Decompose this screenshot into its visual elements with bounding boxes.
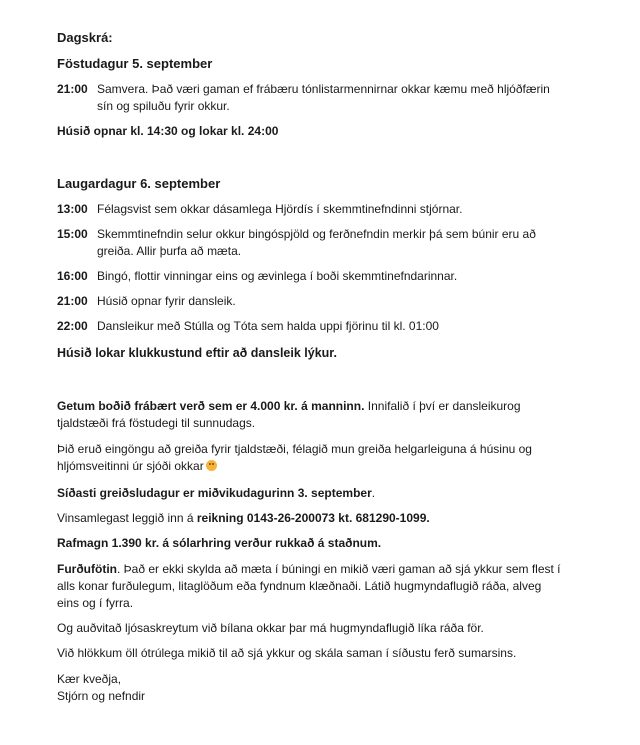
- agenda-row: [57, 81, 557, 115]
- agenda-text: Félagsvist sem okkar dásamlega Hjördís í skemmtinefndinni stjórnar.: [97, 202, 463, 216]
- agenda-text: Bingó, flottir vinningar eins og ævinlega í boði skemmtinefndarinnar.: [97, 269, 458, 283]
- electricity-paragraph: Rafmagn 1.390 kr. á sólarhring verður rukkað á staðnum.: [57, 536, 382, 550]
- agenda-row: [57, 318, 557, 335]
- saturday-closing: Húsið lokar klukkustund eftir að dansleik lýkur.: [57, 346, 337, 360]
- costumes-paragraph: Furðufötin. Það er ekki skylda að mæta í búningi en mikið væri gaman að sjá ykkur sem flest í alls konar furðulegum, litaglöðum eða fyndnum klæðnaði. Látið hugmyndaflugið ráða, alveg eins og í fyrra.: [57, 562, 561, 610]
- signoff-signature: Stjórn og nefndir: [57, 689, 146, 703]
- agenda-time: 21:00: [57, 82, 88, 96]
- agenda-time: 22:00: [57, 319, 88, 333]
- agenda-text: Dansleikur með Stúlla og Tóta sem halda uppi fjörinu til kl. 01:00: [97, 319, 439, 333]
- agenda-time: 13:00: [57, 202, 88, 216]
- offer-paragraph: Getum boðið frábært verð sem er 4.000 kr. á manninn. Innifalið í því er dansleikurog tjaldstæði frá föstudegi til sunnudags.: [57, 399, 521, 430]
- saturday-heading: Laugardagur 6. september: [57, 176, 221, 191]
- agenda-time: 16:00: [57, 269, 88, 283]
- lights-paragraph: Og auðvitað ljósaskreytum við bílana okkar þar má hugmyndaflugið líka ráða för.: [57, 621, 484, 635]
- signoff-greeting: Kær kveðja,: [57, 672, 122, 686]
- agenda-row: [57, 268, 557, 285]
- agenda-time: 21:00: [57, 294, 88, 308]
- agenda-row: [57, 201, 557, 218]
- payment-paragraph: Þið eruð eingöngu að greiða fyrir tjaldstæði, félagið mun greiða helgarleiguna á húsinu og hljómsveitinni úr sjóði okkar: [57, 442, 532, 473]
- agenda-text: Húsið opnar fyrir dansleik.: [97, 294, 236, 308]
- friday-heading: Föstudagur 5. september: [57, 56, 213, 71]
- farewell-paragraph: Við hlökkum öll ótrúlega mikið til að sjá ykkur og skála saman í síðustu ferð sumarsins.: [57, 646, 517, 660]
- friday-hours: Húsið opnar kl. 14:30 og lokar kl. 24:00: [57, 124, 279, 138]
- agenda-row: [57, 293, 557, 310]
- smiley-icon: [206, 460, 217, 471]
- agenda-row: [57, 226, 557, 260]
- agenda-text: Skemmtinefndin selur okkur bingóspjöld og ferðnefndin merkir þá sem búnir eru að greiða. Allir þurfa að mæta.: [97, 227, 536, 258]
- account-paragraph: Vinsamlegast leggið inn á reikning 0143-26-200073 kt. 681290-1099.: [57, 511, 430, 525]
- deadline-paragraph: Síðasti greiðsludagur er miðvikudagurinn 3. september.: [57, 486, 376, 500]
- agenda-text: Samvera. Það væri gaman ef frábæru tónlistarmennirnar okkar kæmu með hljóðfærin sín og spiluðu fyrir okkur.: [97, 82, 550, 113]
- agenda-title: Dagskrá:: [57, 30, 113, 45]
- agenda-time: 15:00: [57, 227, 88, 241]
